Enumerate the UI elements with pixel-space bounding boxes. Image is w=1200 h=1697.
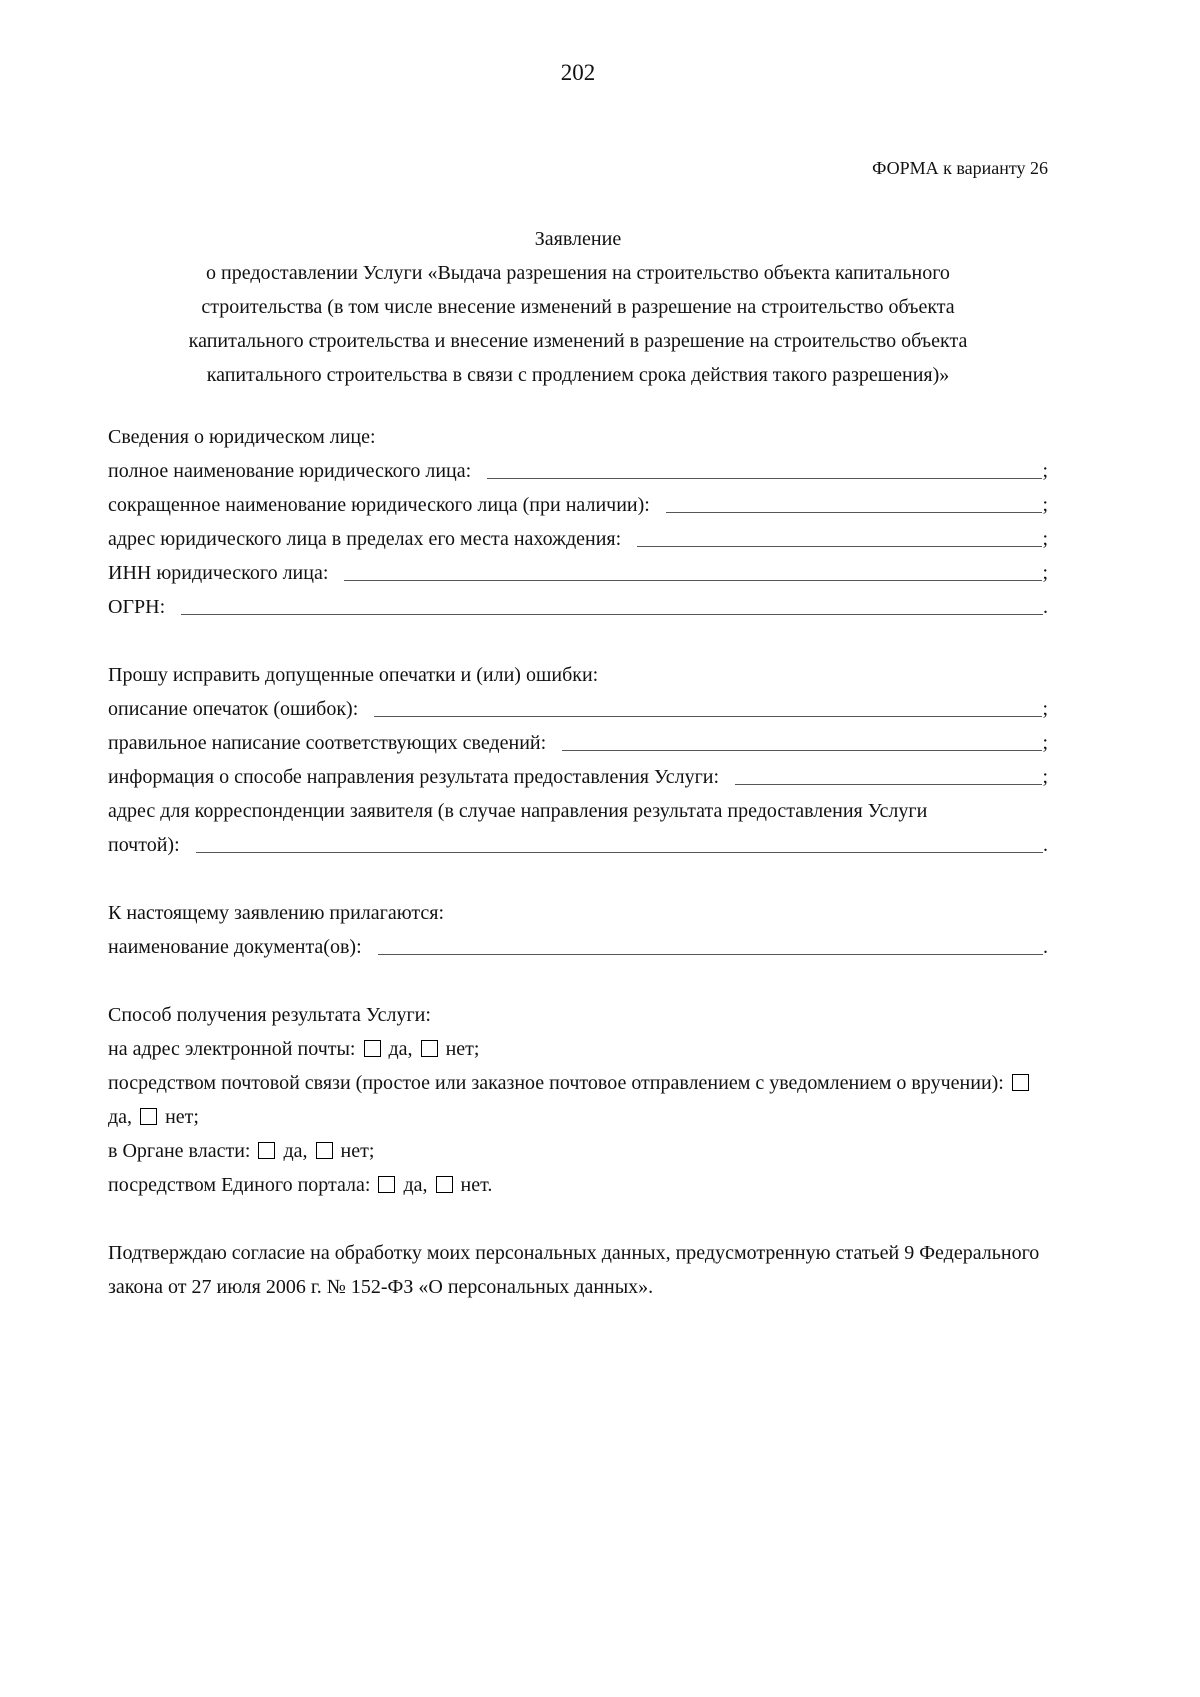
field-punct: ; xyxy=(1042,494,1048,516)
option-yes-label: да, xyxy=(283,1140,308,1162)
section-attachments xyxy=(108,896,1048,964)
fill-in-line[interactable] xyxy=(562,749,1042,751)
fill-in-line[interactable] xyxy=(374,715,1042,717)
option-no-label: нет. xyxy=(460,1174,493,1196)
subtitle-line: капитального строительства в связи с продлением срока действия такого разрешения)» xyxy=(206,364,950,386)
field-label: полное наименование юридического лица: xyxy=(108,460,472,482)
option-label: посредством Единого портала: xyxy=(108,1174,371,1196)
option-no-label: нет; xyxy=(445,1038,480,1060)
field-row-ogrn xyxy=(108,590,1048,624)
checkbox-no-icon[interactable] xyxy=(436,1176,453,1193)
option-label: посредством почтовой связи (простое или заказное почтовое отправлением с уведомлением о вручении): xyxy=(108,1072,1004,1094)
subtitle-line: строительства (в том числе внесение изменений в разрешение на строительство объекта xyxy=(201,296,955,318)
option-no-label: нет; xyxy=(340,1140,375,1162)
fill-in-line[interactable] xyxy=(487,477,1042,479)
document-title: Заявление xyxy=(534,228,622,250)
field-row-short-name xyxy=(108,488,1048,522)
field-punct: ; xyxy=(1042,766,1048,788)
subtitle-line: о предоставлении Услуги «Выдача разрешения на строительство объекта капитального xyxy=(206,262,950,284)
option-row-portal xyxy=(108,1168,1048,1202)
section-heading: Способ получения результата Услуги: xyxy=(108,1004,431,1026)
checkbox-no-icon[interactable] xyxy=(140,1108,157,1125)
checkbox-yes-icon[interactable] xyxy=(1012,1074,1029,1091)
fill-in-line[interactable] xyxy=(666,511,1043,513)
consent-paragraph: Подтверждаю согласие на обработку моих персональных данных, предусмотренную статьей 9 Федерального закона от 27 июля 2006 г. № 152-ФЗ «О персональных данных». xyxy=(108,1242,1040,1298)
section-heading: К настоящему заявлению прилагаются: xyxy=(108,902,445,924)
section-result-method xyxy=(108,998,1048,1202)
fill-in-line[interactable] xyxy=(196,851,1043,853)
option-label: на адрес электронной почты: xyxy=(108,1038,356,1060)
subtitle-line: капитального строительства и внесение изменений в разрешение на строительство объекта xyxy=(188,330,968,352)
field-punct: . xyxy=(1043,596,1048,618)
field-label: ОГРН: xyxy=(108,596,166,618)
field-row-full-name xyxy=(108,454,1048,488)
field-label: правильное написание соответствующих сведений: xyxy=(108,732,547,754)
field-label: ИНН юридического лица: xyxy=(108,562,329,584)
field-row-address xyxy=(108,522,1048,556)
field-row-typos-description xyxy=(108,692,1048,726)
form-variant-header: ФОРМА к варианту 26 xyxy=(872,158,1048,178)
field-punct: ; xyxy=(1042,528,1048,550)
field-punct: ; xyxy=(1042,562,1048,584)
fill-in-line[interactable] xyxy=(181,613,1043,615)
field-punct: . xyxy=(1043,936,1048,958)
fill-in-line[interactable] xyxy=(735,783,1042,785)
checkbox-yes-icon[interactable] xyxy=(378,1176,395,1193)
fill-in-line[interactable] xyxy=(637,545,1042,547)
option-no-label: нет; xyxy=(165,1106,199,1128)
field-row-correspondence-address xyxy=(108,828,1048,862)
option-row-email xyxy=(108,1032,1048,1066)
fill-in-line[interactable] xyxy=(344,579,1042,581)
checkbox-yes-icon[interactable] xyxy=(258,1142,275,1159)
field-row-document-name xyxy=(108,930,1048,964)
field-label-correspondence-address: адрес для корреспонденции заявителя (в случае направления результата предоставления Услуги xyxy=(108,800,928,822)
section-corrections xyxy=(108,658,1048,862)
option-label: в Органе власти: xyxy=(108,1140,251,1162)
field-label: адрес юридического лица в пределах его места нахождения: xyxy=(108,528,622,550)
document-subtitle xyxy=(108,256,1048,392)
field-punct: ; xyxy=(1042,732,1048,754)
section-heading: Сведения о юридическом лице: xyxy=(108,426,376,448)
field-row-result-delivery-info xyxy=(108,760,1048,794)
field-label: сокращенное наименование юридического лица (при наличии): xyxy=(108,494,650,516)
checkbox-no-icon[interactable] xyxy=(421,1040,438,1057)
field-punct: ; xyxy=(1042,460,1048,482)
section-legal-entity xyxy=(108,420,1048,624)
option-yes-label: да, xyxy=(108,1106,133,1128)
checkbox-yes-icon[interactable] xyxy=(364,1040,381,1057)
option-yes-label: да, xyxy=(403,1174,428,1196)
field-row-correct-spelling xyxy=(108,726,1048,760)
fill-in-line[interactable] xyxy=(378,953,1043,955)
section-heading: Прошу исправить допущенные опечатки и (или) ошибки: xyxy=(108,664,599,686)
field-label: наименование документа(ов): xyxy=(108,936,362,958)
option-row-postal xyxy=(108,1066,1048,1134)
field-label: информация о способе направления результата предоставления Услуги: xyxy=(108,766,720,788)
field-punct: ; xyxy=(1042,698,1048,720)
field-label: почтой): xyxy=(108,834,180,856)
field-label: описание опечаток (ошибок): xyxy=(108,698,359,720)
field-punct: . xyxy=(1043,834,1048,856)
page-number: 202 xyxy=(560,60,596,85)
checkbox-no-icon[interactable] xyxy=(316,1142,333,1159)
option-yes-label: да, xyxy=(388,1038,413,1060)
option-row-authority xyxy=(108,1134,1048,1168)
field-row-inn xyxy=(108,556,1048,590)
